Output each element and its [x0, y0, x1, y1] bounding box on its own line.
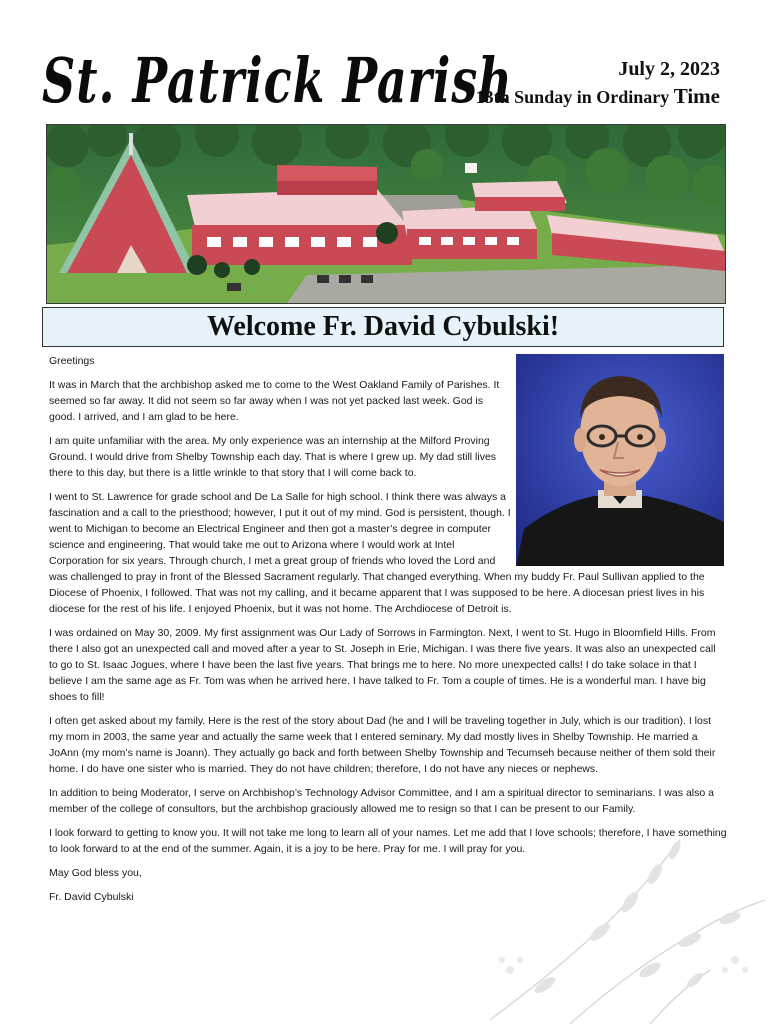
headline: Welcome Fr. David Cybulski! [206, 311, 560, 342]
letter-paragraph: I am quite unfamiliar with the area. My only experience was an internship at the Milford Proving Ground. I would drive from Shelby Township each day. That is where I grew up. My dad still lives there to this day, but there is a little wrinkle to that story that I will come back to. [49, 435, 497, 479]
letter-paragraph: I was ordained on May 30, 2009. My first assignment was Our Lady of Sorrows in Farmington. Next, I went to St. Hugo in Bloomfield Hills. From there I also got an unexpected call and moved after a year to St. Joseph in Erie, Michigan. I was there five years. It was also an unexpected call to go to St. Isaac Jogues, where I have been the last five years. That brings me to here. No more unexpected calls! I do take solace in that I believe I am the same age as Fr. Tom was when he arrived here. I have talked to Fr. Tom a couple of times. He is a wonderful man. I have big shoes to fill! [49, 627, 716, 703]
liturgical-day [476, 82, 720, 111]
liturgical-day-main: 13th Sunday in Ordinary [475, 87, 670, 107]
issue-date-block [476, 56, 720, 111]
letter-greeting: Greetings [49, 355, 95, 367]
letter-closing: May God bless you, [49, 867, 142, 879]
letter-paragraph: I went to St. Lawrence for grade school and De La Salle for high school. I think there was always a fascination and a call to the priesthood; however, I put it out of my mind. God is persistent, though. I went to Michigan to become an Electrical Engineer and then got a master’s degree in computer science and engineering. That would take me out to Arizona where I would work at Intel Corporation for six years. Through church, I met a great group of friends who loved the Lord and was challenged to pray in front of the Blessed Sacrament regularly. That changed everything. When my buddy Fr. Paul Sullivan applied to the Diocese of Phoenix, I followed. That was not my calling, and it became apparent that I was supposed to be here. A diocesan priest lives in his diocese for the rest of his life. I enjoyed Phoenix, but it was not home. The Archdiocese of Detroit is. [49, 491, 705, 615]
portrait-spacer [512, 353, 727, 565]
welcome-letter [49, 353, 727, 913]
parish-campus-illustration [46, 124, 726, 304]
headline-banner [42, 307, 724, 347]
liturgical-day-last: Time [673, 84, 720, 108]
letter-paragraph: It was in March that the archbishop asked me to come to the West Oakland Family of Parishes. It seemed so far away. It did not seem so far away when I was not yet packed last week. God is good. I arrived, and I am glad to be here. [49, 379, 500, 423]
masthead [42, 44, 513, 120]
letter-paragraph: I often get asked about my family. Here is the rest of the story about Dad (he and I will be traveling together in July, which is our tradition). I lost my mom in 2003, the same year and actually the same week that I entered seminary. My dad mostly lives in Shelby Township. He married a JoAnn (my mom’s name is Joann). They actually go back and forth between Shelby Township and Tecumseh because neither of them sold their home. I do have one sister who is married. They do not have children; therefore, I do not have any nieces or nephews. [49, 715, 716, 775]
parish-name: St. Patrick Parish [42, 44, 513, 117]
letter-paragraph: I look forward to getting to know you. It will not take me long to learn all of your names. Let me add that I love schools; therefore, I have something to look forward to at the end of the summer. Again, it is a joy to be here. Pray for me. I will pray for you. [49, 827, 727, 855]
letter-paragraph: In addition to being Moderator, I serve on Archbishop’s Technology Advisor Committee, and I am a spiritual director to seminarians. I was also a member of the college of consultors, but the archbishop graciously allowed me to resign so that I can be present to our Family. [49, 787, 714, 815]
letter-signature: Fr. David Cybulski [49, 891, 134, 903]
issue-date: July 2, 2023 [618, 58, 720, 80]
